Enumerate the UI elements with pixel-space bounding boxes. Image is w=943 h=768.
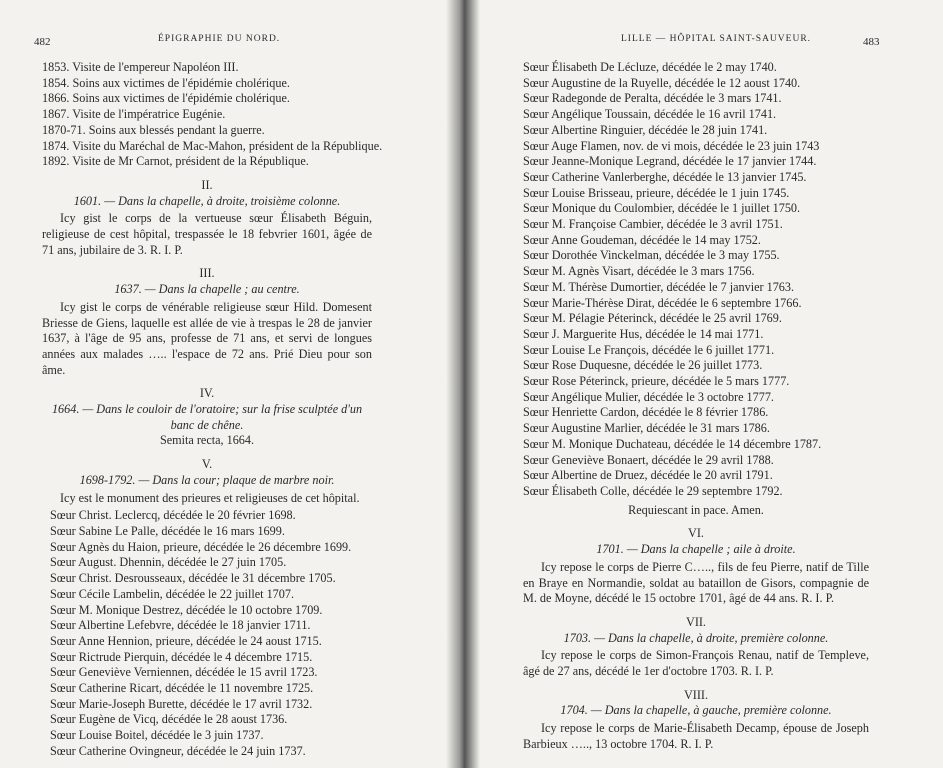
inscription-text: Icy repose le corps de Marie-Élisabeth Decamp, épouse de Joseph Barbieux ….., 13 octobre 1704. R. I. P. [523, 721, 869, 751]
inscription-text: Semita recta, 1664. [159, 433, 255, 448]
chronology-line: 1854. Soins aux victimes de l'épidémie cholérique. [42, 75, 290, 90]
section-numeral: V. [201, 457, 213, 472]
closing-formula: Requiescant in pace. Amen. [628, 502, 764, 517]
inscription-text: Icy repose le corps de Pierre C….., fils de feu Pierre, natif de Tille en Braye en Normandie, soldat au bataillon de Gisors, compagnie de M. de Moyne, décédé le 15 octobre 1701, âgé de 44 ans. R. I. P. [523, 559, 869, 606]
burial-entry: Sœur Marie-Thérèse Dirat, décédée le 6 septembre 1766. [523, 295, 802, 310]
burial-entry: Sœur M. Françoise Cambier, décédée le 3 avril 1751. [523, 217, 783, 232]
burial-entry: Sœur Cécile Lambelin, décédée le 22 juillet 1707. [50, 586, 295, 601]
burial-entry: Sœur M. Monique Duchateau, décédée le 14 décembre 1787. [523, 436, 822, 451]
section-numeral: VI. [688, 526, 704, 541]
section-heading: 1704. — Dans la chapelle, à gauche, première colonne. [560, 703, 832, 718]
burial-entry: Sœur Louise Boitel, décédée le 3 juin 1737. [50, 728, 264, 743]
inscription-text: Icy gist le corps de la vertueuse sœur Élisabeth Béguin, religieuse de cest hôpital, trespassée le 18 febvrier 1601, âgée de 71 ans, jubilaire de 3. R. I. P. [42, 211, 372, 257]
chronology-line: 1870-71. Soins aux blessés pendant la guerre. [42, 122, 265, 137]
page-number: 483 [863, 36, 880, 48]
burial-entry: Sœur M. Pélagie Péterinck, décédée le 25 avril 1769. [523, 311, 782, 326]
chronology-line: 1892. Visite de Mr Carnot, président de la République. [42, 154, 309, 169]
burial-entry: Sœur Élisabeth De Lécluze, décédée le 2 may 1740. [523, 60, 777, 74]
burial-entry: Sœur Louise Le François, décédée le 6 juillet 1771. [523, 342, 775, 357]
burial-entry: Sœur Eugène de Vicq, décédée le 28 aoust 1736. [50, 712, 288, 727]
section-heading: 1601. — Dans la chapelle, à droite, troisième colonne. [73, 193, 341, 208]
burial-entry: Sœur Catherine Vanlerberghe, décédée le 13 janvier 1745. [523, 169, 807, 184]
burial-entry: Sœur Anne Goudeman, décédée le 14 may 1752. [523, 232, 761, 247]
burial-entry: Sœur Catherine Ovingneur, décédée le 24 juin 1737. [50, 743, 306, 758]
burial-entry: Sœur Élisabeth Colle, décédée le 29 septembre 1792. [523, 483, 783, 498]
page-text [523, 60, 869, 755]
section-heading: 1698-1792. — Dans la cour; plaque de marbre noir. [79, 472, 335, 487]
burial-entry: Sœur Marie-Joseph Burette, décédée le 17 avril 1732. [50, 696, 313, 711]
burial-entry: Sœur Christ. Leclercq, décédée le 20 février 1698. [50, 508, 296, 523]
burial-entry: Sœur Rictrude Pierquin, décédée le 4 décembre 1715. [50, 649, 313, 664]
burial-entry: Sœur J. Marguerite Hus, décédée le 14 mai 1771. [523, 326, 764, 341]
burial-entry: Sœur Albertine Ringuier, décédée le 28 juin 1741. [523, 122, 768, 137]
burial-entry: Sœur Anne Hennion, prieure, décédée le 24 aoust 1715. [50, 633, 322, 648]
burial-entry: Sœur M. Thérèse Dumortier, décédée le 7 janvier 1763. [523, 279, 795, 294]
burial-entry: Sœur Sabine Le Palle, décédée le 16 mars 1699. [50, 523, 285, 538]
burial-entry: Sœur Monique du Coulombier, décédée le 1 juillet 1750. [523, 201, 801, 216]
chronology-line: 1853. Visite de l'empereur Napoléon III. [42, 60, 239, 74]
burial-entry: Sœur Albertine Lefebvre, décédée le 18 janvier 1711. [50, 618, 311, 633]
inscription-text: Icy repose le corps de Simon-François Renau, natif de Templeve, âgé de 27 ans, décédé le 1er d'octobre 1703. R. I. P. [523, 648, 869, 679]
section-numeral: III. [199, 266, 215, 281]
burial-entry: Sœur Radegonde de Peralta, décédée le 3 mars 1741. [523, 91, 782, 106]
burial-entry: Sœur Catherine Ricart, décédée le 11 novembre 1725. [50, 681, 314, 696]
burial-entry: Sœur Agnès du Haion, prieure, décédée le 26 décembre 1699. [50, 539, 352, 554]
book-gutter [446, 0, 480, 768]
burial-entry: Sœur Geneviève Bonaert, décédée le 29 avril 1788. [523, 452, 774, 467]
burial-entry: Sœur Jeanne-Monique Legrand, décédée le 17 janvier 1744. [523, 154, 817, 169]
burial-entry: Sœur Auge Flamen, nov. de vi mois, décédée le 23 juin 1743 [523, 138, 820, 153]
running-head: LILLE — HÔPITAL SAINT-SAUVEUR. [621, 34, 812, 44]
burial-entry: Sœur Augustine de la Ruyelle, décédée le 12 aoust 1740. [523, 75, 801, 90]
burial-entry: Sœur Albertine de Druez, décédée le 20 avril 1791. [523, 468, 773, 483]
section-numeral: VIII. [683, 687, 709, 702]
burial-entry: Sœur M. Agnès Visart, décédée le 3 mars 1756. [523, 264, 755, 279]
burial-entry: Sœur M. Monique Destrez, décédée le 10 octobre 1709. [50, 602, 323, 617]
burial-entry: Sœur Dorothée Vinckelman, décédée le 3 may 1755. [523, 248, 780, 263]
right-page [471, 0, 943, 768]
burial-entry: Sœur Augustine Marlier, décédée le 31 mars 1786. [523, 421, 770, 436]
page-text [42, 60, 383, 760]
chronology-line: 1874. Visite du Maréchal de Mac-Mahon, président de la République. [42, 138, 383, 153]
burial-entry: Sœur August. Dhennin, décédée le 27 juin 1705. [50, 555, 287, 570]
inscription-intro: Icy est le monument des prieures et religieuses de cet hôpital. [60, 490, 360, 505]
inscription-text: Icy gist le corps de vénérable religieuse sœur Hild. Domesent Briesse de Giens, laquelle est allée de vie à trespas le 28 de janvier 1637, à l'âge de 95 ans, professe de 71 ans, et servi de longues années aux malades ….. l'espace de 72 ans. Prié Dieu pour son âme. [42, 299, 372, 377]
burial-entry: Sœur Rose Duquesne, décédée le 26 juillet 1773. [523, 358, 763, 373]
section-heading: 1637. — Dans la chapelle ; au centre. [114, 282, 300, 297]
section-numeral: II. [201, 177, 213, 192]
running-head: ÉPIGRAPHIE DU NORD. [158, 34, 281, 44]
left-page [0, 0, 466, 768]
section-numeral: IV. [199, 386, 215, 401]
section-heading: 1701. — Dans la chapelle ; aile à droite. [596, 542, 796, 557]
section-numeral: VII. [686, 614, 706, 629]
burial-entry: Sœur Angélique Toussain, décédée le 16 avril 1741. [523, 107, 777, 122]
burial-entry: Sœur Christ. Desrousseaux, décédée le 31 décembre 1705. [50, 571, 336, 586]
burial-entry: Sœur Henriette Cardon, décédée le 8 février 1786. [523, 405, 769, 420]
chronology-line: 1867. Visite de l'impératrice Eugénie. [42, 107, 226, 122]
section-heading: 1703. — Dans la chapelle, à droite, première colonne. [563, 630, 829, 645]
chronology-line: 1866. Soins aux victimes de l'épidémie cholérique. [42, 91, 290, 106]
burial-entry: Sœur Geneviève Verniennen, décédée le 15 avril 1723. [50, 665, 318, 680]
burial-entry: Sœur Angélique Mulier, décédée le 3 octobre 1777. [523, 389, 774, 404]
burial-entry: Sœur Rose Péterinck, prieure, décédée le 5 mars 1777. [523, 374, 790, 389]
page-number: 482 [34, 36, 51, 48]
burial-entry: Sœur Louise Brisseau, prieure, décédée le 1 juin 1745. [523, 185, 790, 200]
section-heading: 1664. — Dans le couloir de l'oratoire; sur la frise sculptée d'un banc de chêne. [51, 402, 363, 432]
